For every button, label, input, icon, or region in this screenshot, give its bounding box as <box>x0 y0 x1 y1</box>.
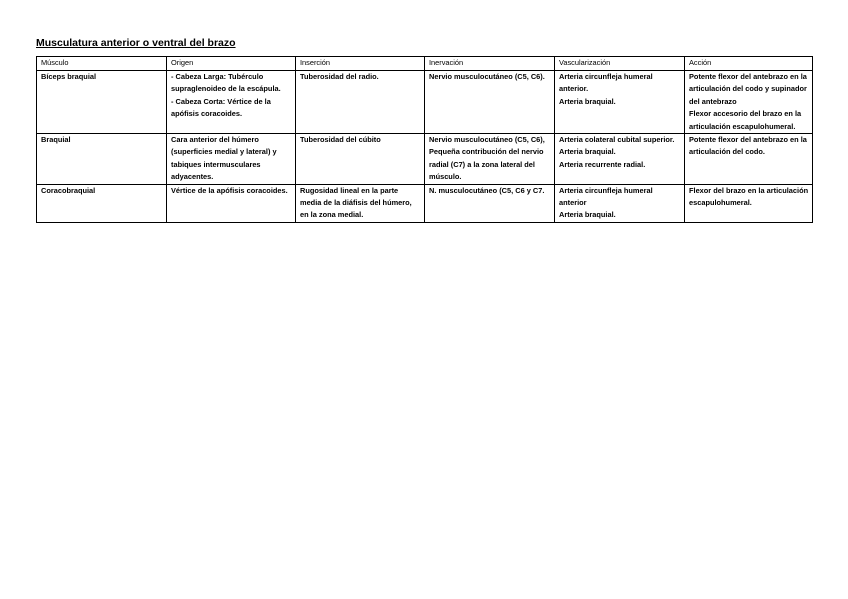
cell-origen: - Cabeza Larga: Tubérculo supraglenoideo de la escápula. - Cabeza Corta: Vértice de la apófisis coracoides. <box>167 71 296 134</box>
header-inervacion: Inervación <box>425 57 555 71</box>
header-insercion: Inserción <box>296 57 425 71</box>
cell-origen: Vértice de la apófisis coracoides. <box>167 184 296 222</box>
cell-insercion: Tuberosidad del radio. <box>296 71 425 134</box>
muscle-table <box>36 56 813 223</box>
table-header-row <box>37 57 813 71</box>
cell-origen: Cara anterior del húmero (superficies medial y lateral) y tabiques intermusculares adyacentes. <box>167 134 296 185</box>
table-row <box>37 184 813 222</box>
cell-musculo: Bíceps braquial <box>37 71 167 134</box>
cell-musculo: Coracobraquial <box>37 184 167 222</box>
cell-inervacion: Nervio musculocutáneo (C5, C6). <box>425 71 555 134</box>
header-vascularizacion: Vascularización <box>555 57 685 71</box>
cell-vascularizacion: Arteria circunfleja humeral anterior Arteria braquial. <box>555 184 685 222</box>
cell-insercion: Rugosidad lineal en la parte media de la diáfisis del húmero, en la zona medial. <box>296 184 425 222</box>
cell-inervacion: Nervio musculocutáneo (C5, C6), Pequeña contribución del nervio radial (C7) a la zona lateral del músculo. <box>425 134 555 185</box>
cell-musculo: Braquial <box>37 134 167 185</box>
table-row <box>37 71 813 134</box>
page-title: Musculatura anterior o ventral del brazo <box>36 37 236 49</box>
cell-inervacion: N. musculocutáneo (C5, C6 y C7. <box>425 184 555 222</box>
header-accion: Acción <box>685 57 813 71</box>
table-row <box>37 134 813 185</box>
header-musculo: Músculo <box>37 57 167 71</box>
cell-accion: Potente flexor del antebrazo en la articulación del codo y supinador del antebrazo Flexor accesorio del brazo en la articulación escapulohumeral. <box>685 71 813 134</box>
cell-accion: Flexor del brazo en la articulación escapulohumeral. <box>685 184 813 222</box>
header-origen: Origen <box>167 57 296 71</box>
cell-vascularizacion: Arteria circunfleja humeral anterior. Arteria braquial. <box>555 71 685 134</box>
cell-vascularizacion: Arteria colateral cubital superior. Arteria braquial. Arteria recurrente radial. <box>555 134 685 185</box>
cell-accion: Potente flexor del antebrazo en la articulación del codo. <box>685 134 813 185</box>
cell-insercion: Tuberosidad del cúbito <box>296 134 425 185</box>
